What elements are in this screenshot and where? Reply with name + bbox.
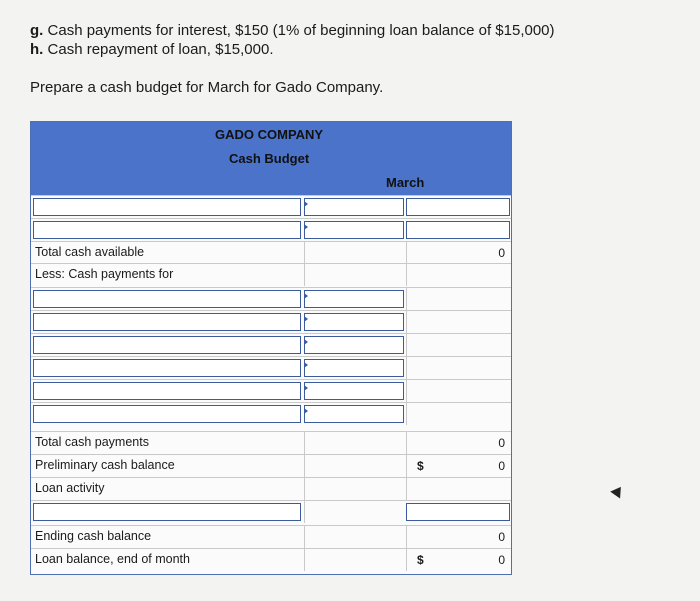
- cash-budget-table: [30, 121, 512, 575]
- payment-label-input[interactable]: [33, 290, 301, 308]
- budget-prompt: Prepare a cash budget for March for Gado Company.: [30, 79, 384, 96]
- total-cash-payments-row: Total cash payments 0: [31, 431, 511, 454]
- budget-title-header: Cash Budget: [31, 147, 511, 171]
- loan-activity-amount-input[interactable]: [406, 503, 510, 521]
- payment-amount-input[interactable]: [304, 405, 404, 423]
- line-h-text: Cash repayment of loan, $15,000.: [47, 41, 274, 58]
- loan-balance-row: Loan balance, end of month $ 0: [31, 548, 511, 574]
- line-h-label: h.: [30, 41, 44, 58]
- month-header: March: [31, 171, 511, 195]
- payment-input-row: [31, 310, 511, 333]
- loan-balance-value: 0: [498, 553, 505, 567]
- row-amount-input[interactable]: [304, 221, 404, 239]
- line-g-text: Cash payments for interest, $150 (1% of beginning loan balance of $15,000): [47, 22, 555, 39]
- payment-amount-input[interactable]: [304, 382, 404, 400]
- loan-activity-row: Loan activity: [31, 477, 511, 500]
- payment-input-row: [31, 402, 511, 425]
- payment-amount-input[interactable]: [304, 313, 404, 331]
- loan-activity-input-row: [31, 500, 511, 523]
- payment-label-input[interactable]: [33, 336, 301, 354]
- line-g-label: g.: [30, 22, 44, 39]
- input-row: [31, 195, 511, 218]
- preliminary-balance-value: 0: [498, 459, 505, 473]
- input-row: [31, 218, 511, 241]
- payment-label-input[interactable]: [33, 313, 301, 331]
- payment-input-row: [31, 379, 511, 402]
- less-payments-row: Less: Cash payments for: [31, 263, 511, 286]
- row-march-input[interactable]: [406, 198, 510, 216]
- total-cash-available-value: 0: [498, 246, 505, 260]
- payment-input-row: [31, 333, 511, 356]
- problem-line-h: [30, 41, 274, 58]
- payment-amount-input[interactable]: [304, 336, 404, 354]
- payment-label-input[interactable]: [33, 382, 301, 400]
- payment-amount-input[interactable]: [304, 359, 404, 377]
- row-label-input[interactable]: [33, 221, 301, 239]
- loan-activity-label-input[interactable]: [33, 503, 301, 521]
- row-amount-input[interactable]: [304, 198, 404, 216]
- total-cash-available-row: Total cash available 0: [31, 241, 511, 263]
- payment-amount-input[interactable]: [304, 290, 404, 308]
- payment-input-row: [31, 287, 511, 310]
- ending-balance-value: 0: [498, 530, 505, 544]
- mouse-cursor-icon: [610, 483, 626, 498]
- payment-label-input[interactable]: [33, 359, 301, 377]
- company-header: GADO COMPANY: [31, 122, 511, 147]
- row-label-input[interactable]: [33, 198, 301, 216]
- row-march-input[interactable]: [406, 221, 510, 239]
- total-cash-payments-value: 0: [498, 436, 505, 450]
- preliminary-balance-row: Preliminary cash balance $ 0: [31, 454, 511, 477]
- problem-line-g: [30, 22, 555, 39]
- payment-label-input[interactable]: [33, 405, 301, 423]
- ending-balance-row: Ending cash balance 0: [31, 525, 511, 548]
- payment-input-row: [31, 356, 511, 379]
